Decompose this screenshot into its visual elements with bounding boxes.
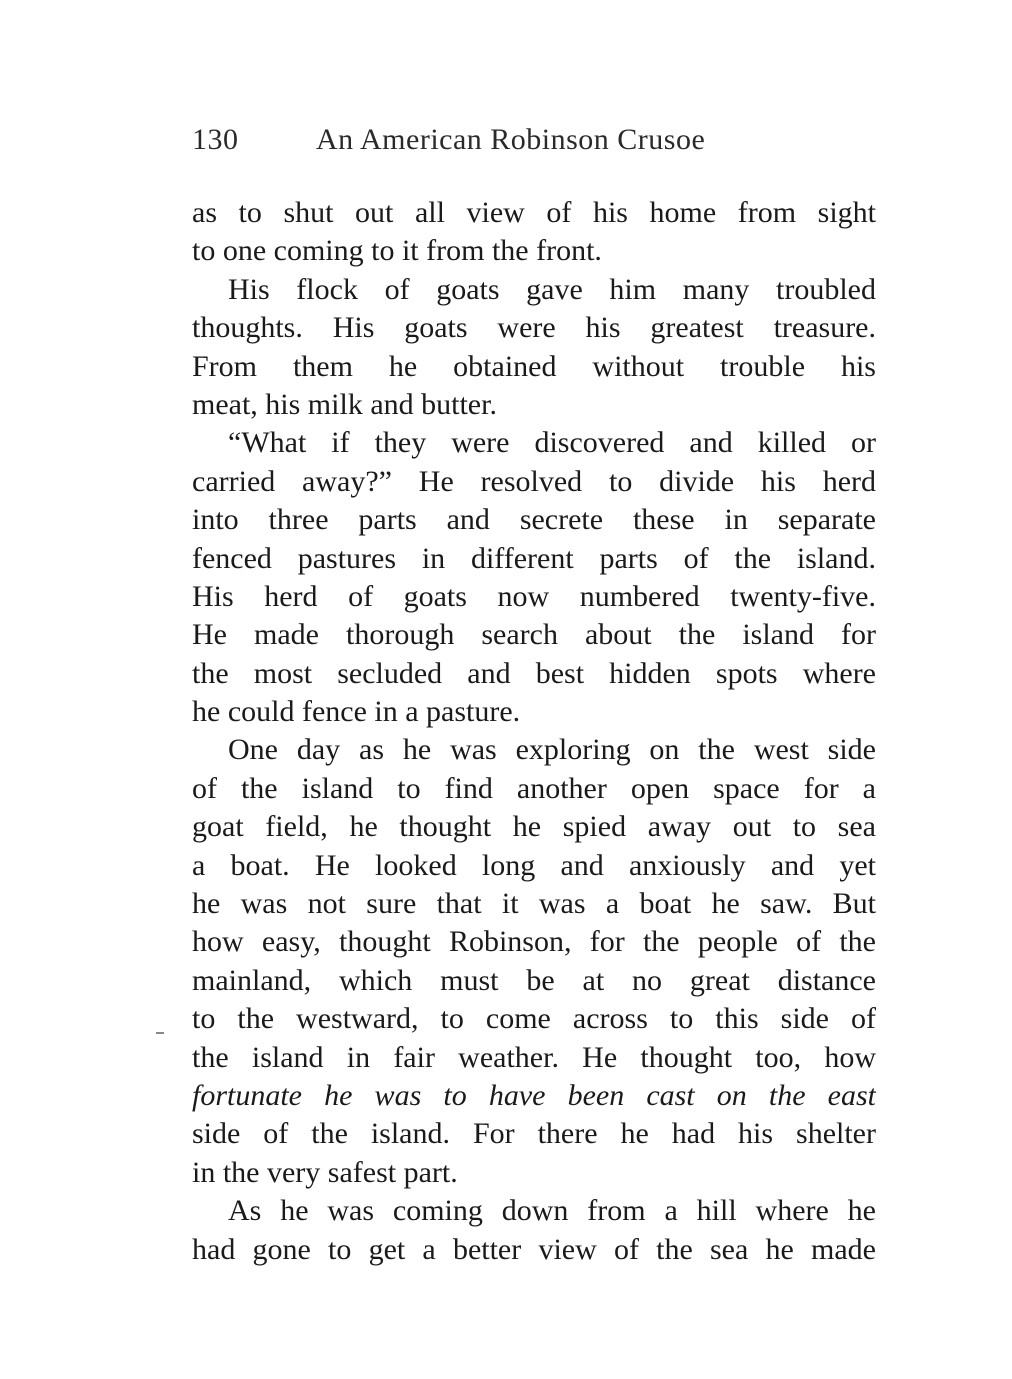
- text-line: carried away?” He resolved to divide his herd: [192, 464, 876, 498]
- body-text: [192, 194, 876, 1269]
- text-line: meat, his milk and butter.: [192, 387, 497, 421]
- text-line: goat field, he thought he spied away out to sea: [192, 810, 876, 844]
- text-line: fenced pastures in different parts of the island.: [192, 541, 876, 575]
- text-line: As he was coming down from a hill where he: [228, 1194, 876, 1228]
- text-line: thoughts. His goats were his greatest treasure.: [192, 311, 876, 345]
- running-head: [192, 118, 892, 162]
- text-line: the most secluded and best hidden spots where: [192, 656, 876, 690]
- text-line: as to shut out all view of his home from sight: [192, 196, 876, 229]
- text-line: he could fence in a pasture.: [192, 695, 521, 729]
- text-line: to the westward, to come across to this side of: [192, 1002, 876, 1036]
- text-line: side of the island. For there he had his shelter: [192, 1117, 876, 1151]
- text-line: He made thorough search about the island for: [192, 618, 876, 652]
- text-line: he was not sure that it was a boat he saw. But: [192, 887, 876, 921]
- text-line: From them he obtained without trouble his: [192, 349, 876, 383]
- text-line: how easy, thought Robinson, for the people of the: [192, 925, 876, 959]
- text-line: the island in fair weather. He thought too, how: [192, 1040, 876, 1074]
- text-line: “What if they were discovered and killed or: [228, 426, 876, 460]
- text-line: in the very safest part.: [192, 1155, 458, 1189]
- text-line: to one coming to it from the front.: [192, 234, 602, 268]
- text-line: of the island to find another open space for a: [192, 771, 876, 805]
- text-line: into three parts and secrete these in separate: [192, 503, 876, 537]
- text-line: One day as he was exploring on the west side: [228, 733, 876, 767]
- page-number: 130: [192, 123, 239, 156]
- text-line: a boat. He looked long and anxiously and yet: [192, 848, 876, 882]
- text-line: His herd of goats now numbered twenty-five.: [192, 579, 876, 613]
- text-line: His flock of goats gave him many troubled: [228, 272, 876, 306]
- margin-mark: [156, 1032, 164, 1034]
- book-title: An American Robinson Crusoe: [316, 123, 706, 156]
- text-line: had gone to get a better view of the sea he made: [192, 1232, 876, 1266]
- text-line-italic: fortunate he was to have been cast on the east: [192, 1078, 876, 1112]
- text-line: mainland, which must be at no great distance: [192, 963, 876, 997]
